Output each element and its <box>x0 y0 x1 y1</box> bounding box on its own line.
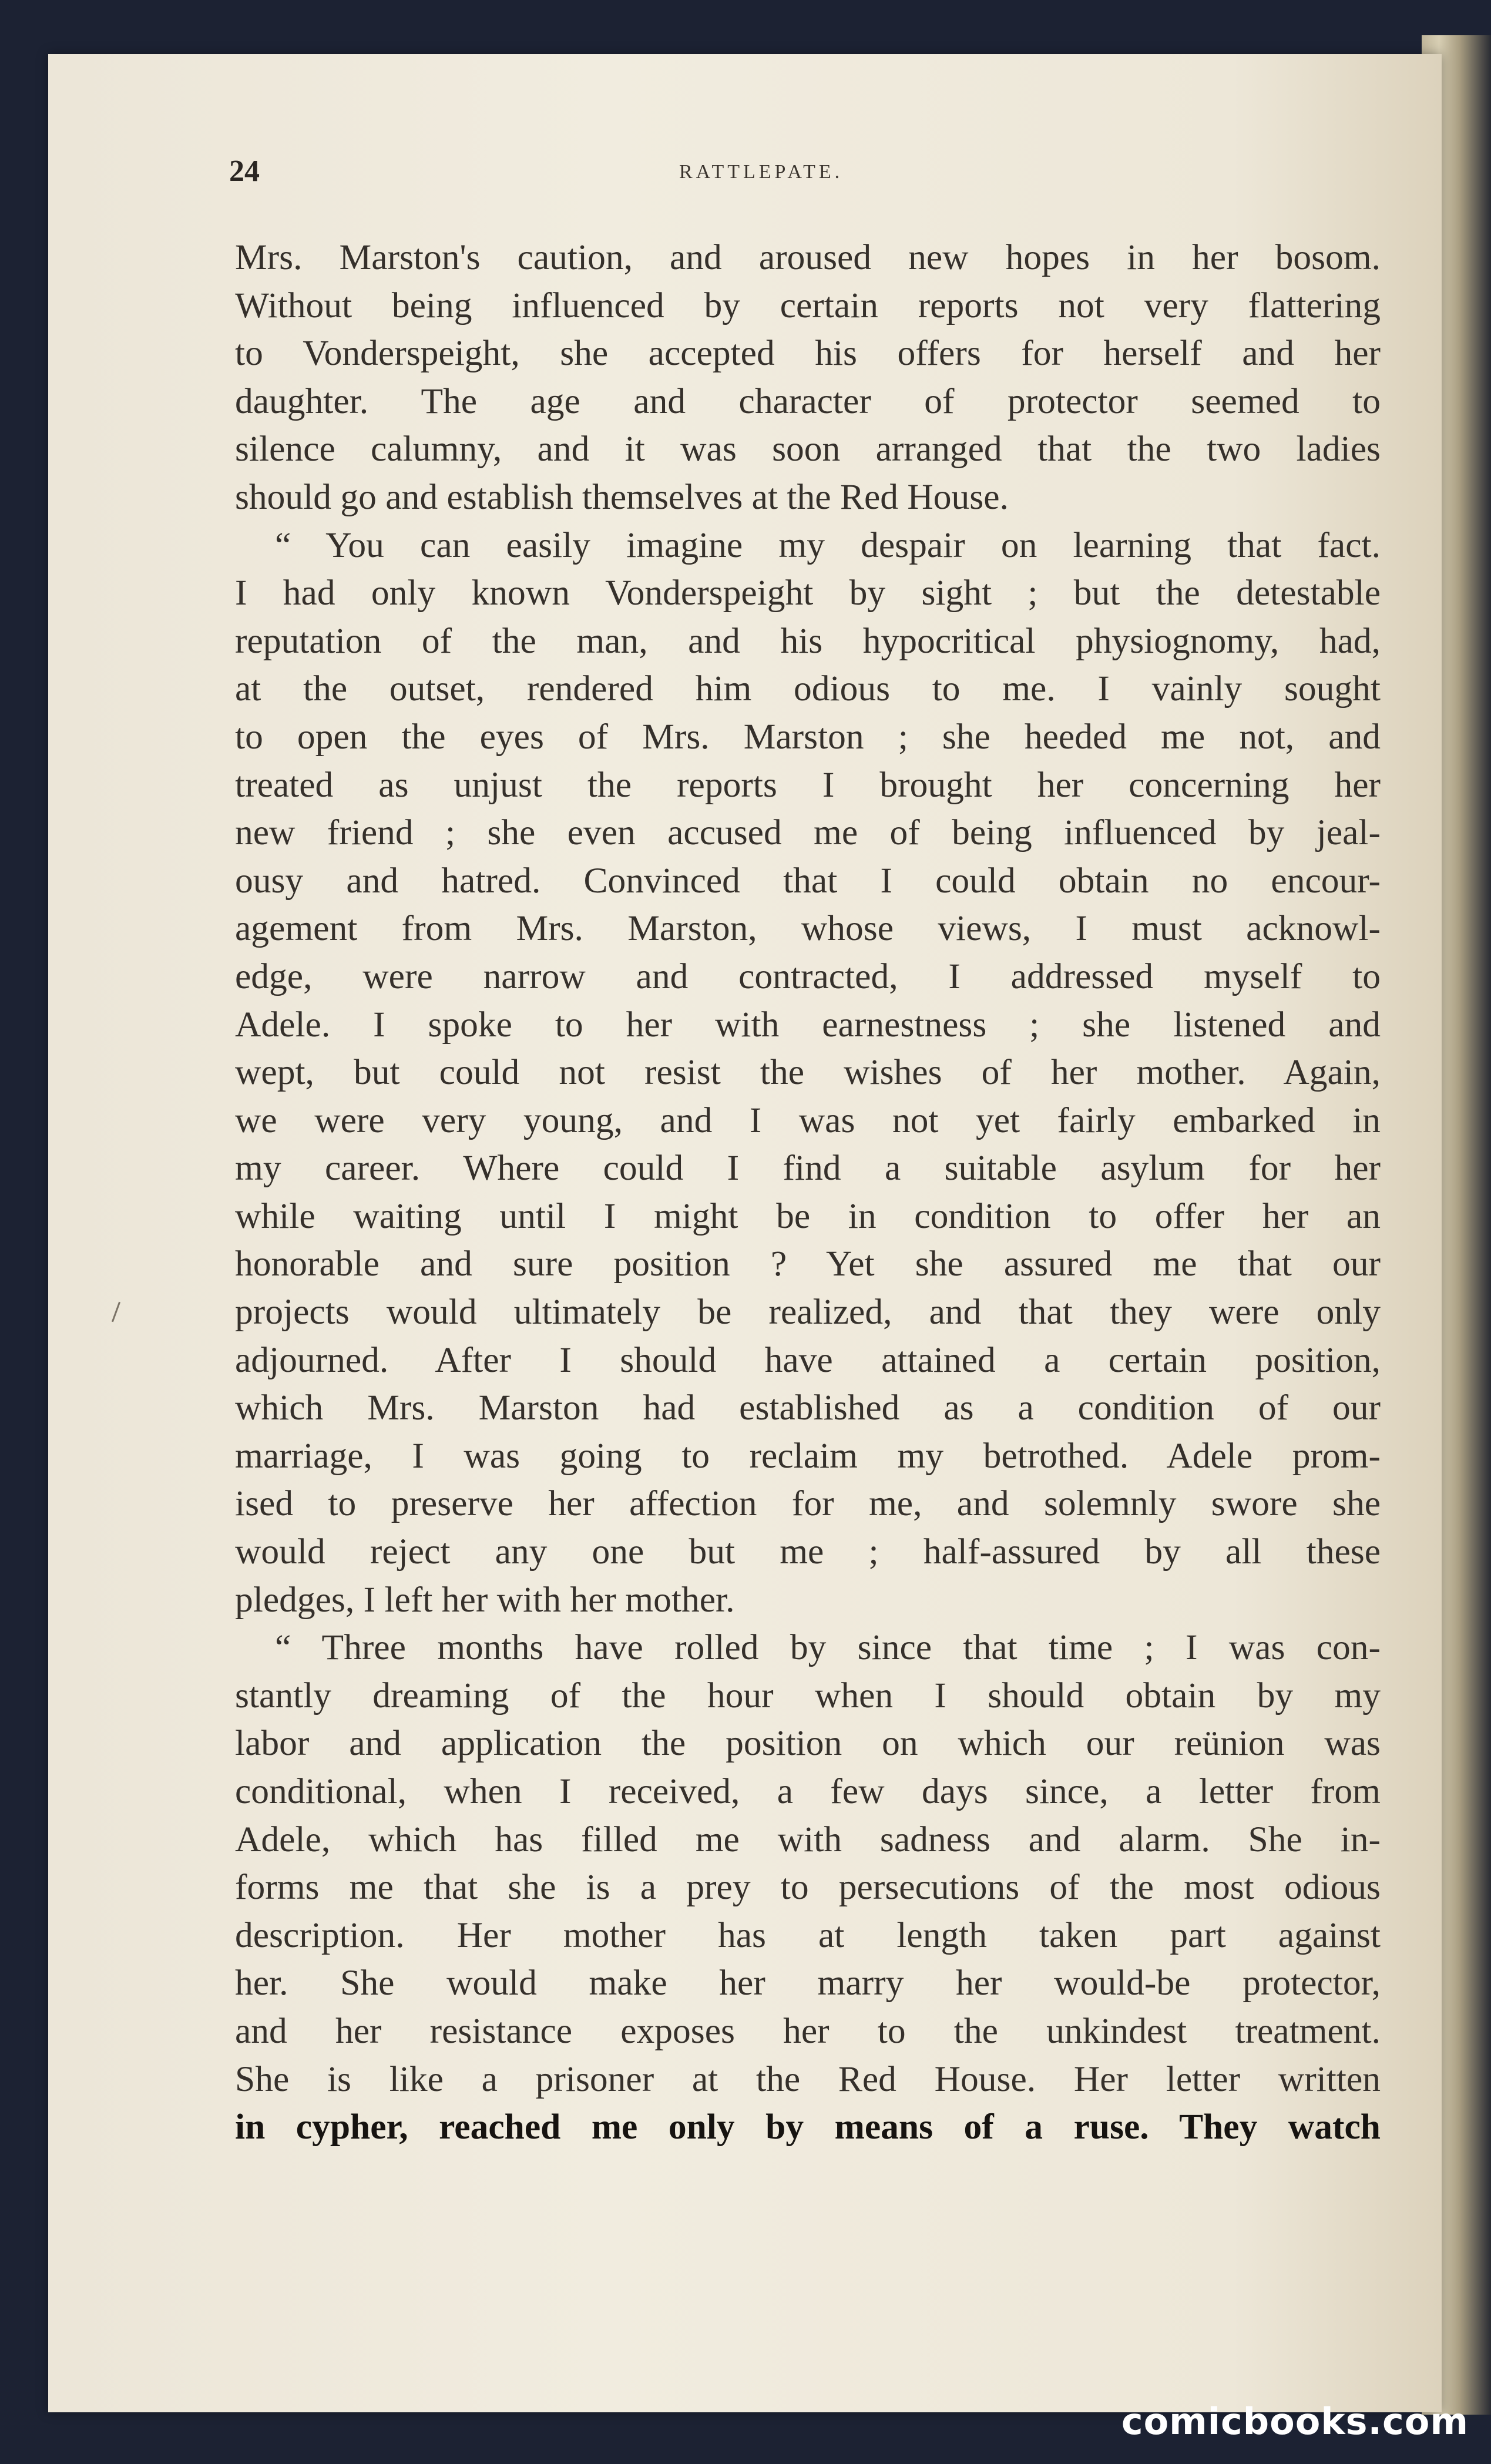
running-head: RATTLEPATE. <box>679 161 844 183</box>
text-line: projects would ultimately be realized, and that they were only <box>235 1292 1381 1332</box>
text-line: conditional, when I received, a few days since, a letter from <box>235 1771 1381 1811</box>
text-line: labor and application the position on which our reünion was <box>235 1723 1381 1764</box>
text-line: marriage, I was going to reclaim my betrothed. Adele prom- <box>235 1435 1381 1476</box>
text-line: should go and establish themselves at the Red House. <box>235 476 1009 517</box>
text-line: my career. Where could I find a suitable asylum for her <box>235 1148 1381 1189</box>
text-line: “ Three months have rolled by since that time ; I was con- <box>275 1627 1381 1668</box>
text-line: and her resistance exposes her to the unkindest treatment. <box>235 2010 1381 2051</box>
text-line: Mrs. Marston's caution, and aroused new hopes in her bosom. <box>235 237 1381 277</box>
text-line: ousy and hatred. Convinced that I could obtain no encour- <box>235 860 1381 901</box>
text-line: reputation of the man, and his hypocritical physiognomy, had, <box>235 620 1381 661</box>
text-line: description. Her mother has at length taken part against <box>235 1915 1381 1955</box>
text-line: Adele, which has filled me with sadness and alarm. She in- <box>235 1819 1381 1859</box>
text-line: silence calumny, and it was soon arranged that the two ladies <box>235 429 1381 469</box>
text-line: adjourned. After I should have attained a certain position, <box>235 1340 1381 1380</box>
watermark: comicbooks.com <box>1121 2400 1469 2443</box>
text-line: would reject any one but me ; half-assured by all these <box>235 1532 1381 1572</box>
text-line: new friend ; she even accused me of being influenced by jeal- <box>235 813 1381 853</box>
text-line: at the outset, rendered him odious to me. I vainly sought <box>235 669 1381 709</box>
text-line: which Mrs. Marston had established as a condition of our <box>235 1388 1381 1428</box>
text-line: honorable and sure position ? Yet she assured me that our <box>235 1244 1381 1284</box>
text-line: treated as unjust the reports I brought her concerning her <box>235 764 1381 805</box>
text-line: while waiting until I might be in condition to offer her an <box>235 1196 1381 1236</box>
text-line: ised to preserve her affection for me, and solemnly swore she <box>235 1483 1381 1524</box>
text-line: agement from Mrs. Marston, whose views, I must acknowl- <box>235 908 1381 949</box>
text-line: edge, were narrow and contracted, I addressed myself to <box>235 956 1381 996</box>
text-line: daughter. The age and character of protector seemed to <box>235 381 1381 421</box>
text-line: her. She would make her marry her would-be protector, <box>235 1963 1381 2003</box>
text-line: Without being influenced by certain reports not very flattering <box>235 285 1381 325</box>
text-line: pledges, I left her with her mother. <box>235 1579 735 1620</box>
text-line: I had only known Vonderspeight by sight ; but the detestable <box>235 573 1381 613</box>
text-line: we were very young, and I was not yet fairly embarked in <box>235 1100 1381 1140</box>
text-line: forms me that she is a prey to persecutions of the most odious <box>235 1867 1381 1908</box>
text-line: to Vonderspeight, she accepted his offers for herself and her <box>235 333 1381 374</box>
text-line: stantly dreaming of the hour when I should obtain by my <box>235 1675 1381 1716</box>
text-line: Adele. I spoke to her with earnestness ; she listened and <box>235 1004 1381 1045</box>
text-line: wept, but could not resist the wishes of her mother. Again, <box>235 1052 1381 1093</box>
text-line: “ You can easily imagine my despair on learning that fact. <box>275 525 1381 565</box>
text-line: She is like a prisoner at the Red House. Her letter written <box>235 2059 1381 2099</box>
text-line: to open the eyes of Mrs. Marston ; she heeded me not, and <box>235 716 1381 757</box>
page-number: 24 <box>229 155 260 188</box>
body-text <box>235 234 1381 2151</box>
text-line: in cypher, reached me only by means of a ruse. They watch <box>235 2107 1381 2147</box>
